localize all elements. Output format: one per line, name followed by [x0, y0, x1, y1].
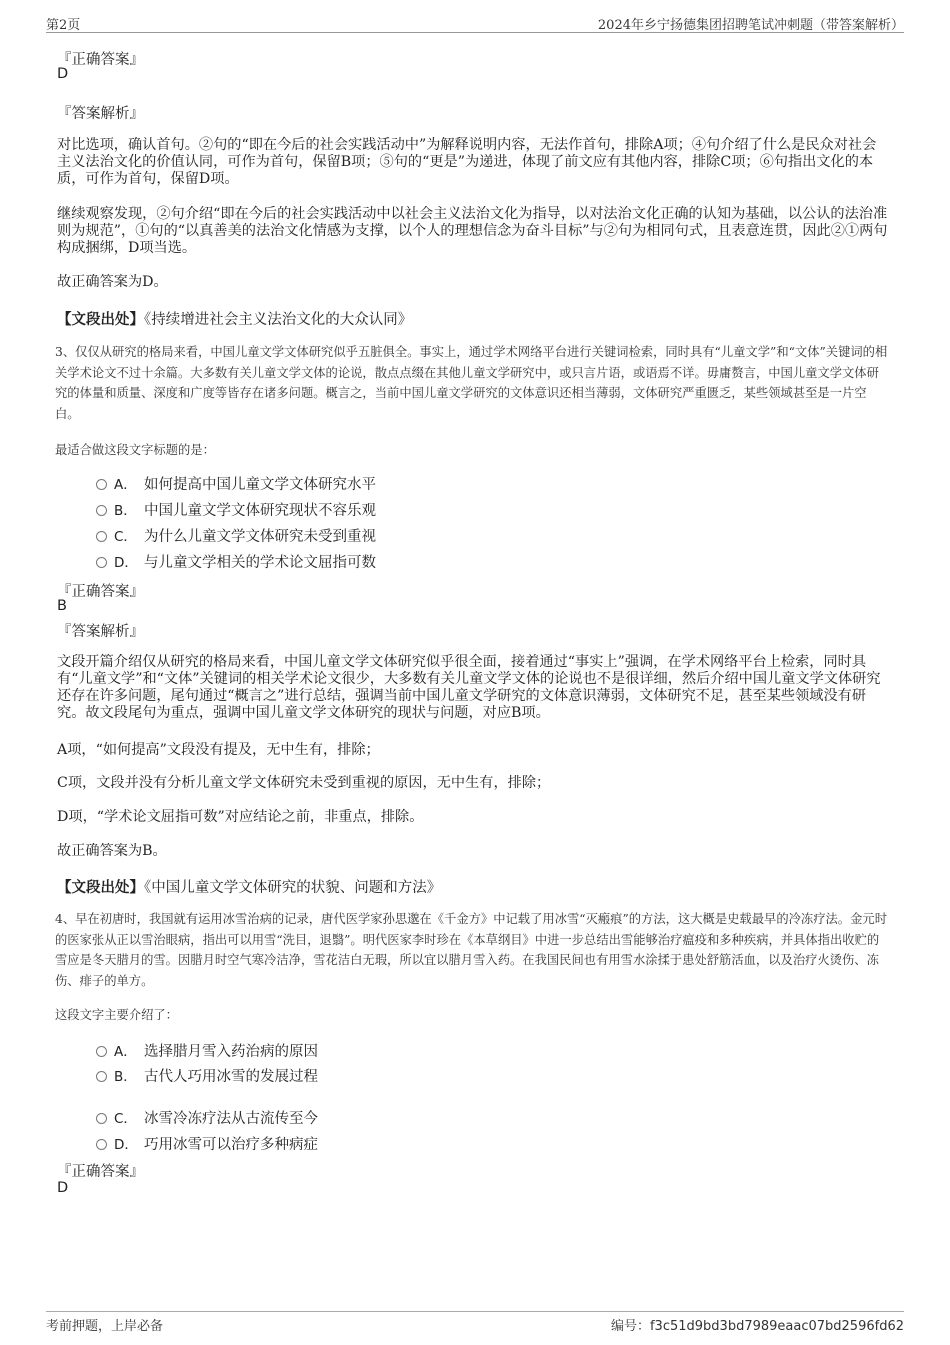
analysis-tag: 『答案解析』 [57, 624, 144, 640]
question-prompt: 这段文字主要介绍了： [55, 1008, 178, 1022]
source-label: 【文段出处】 [57, 879, 144, 896]
radio-button[interactable] [96, 1139, 107, 1150]
option-c[interactable]: C． 为什么儿童文学文体研究未受到重视 [96, 525, 376, 545]
correct-answer: D [57, 66, 69, 82]
analysis-option-d: D项，“学术论文屈指可数”对应结论之前，非重点，排除。 [57, 809, 424, 825]
option-b[interactable]: B． 古代人巧用冰雪的发展过程 [96, 1065, 318, 1085]
radio-button[interactable] [96, 1113, 107, 1124]
source-label: 【文段出处】 [57, 311, 144, 328]
source-title: 《中国儿童文学文体研究的状貌、问题和方法》 [144, 880, 442, 896]
answer-tag: 『正确答案』 [57, 52, 144, 68]
correct-answer: D [57, 1180, 69, 1196]
source-line [57, 308, 412, 329]
document-code: 编号：f3c51d9bd3bd7989eaac07bd2596fd62 [610, 1319, 904, 1334]
option-a[interactable]: A． 如何提高中国儿童文学文体研究水平 [96, 473, 376, 493]
radio-button[interactable] [96, 557, 107, 568]
radio-button[interactable] [96, 1071, 107, 1082]
radio-button[interactable] [96, 1046, 107, 1057]
radio-button[interactable] [96, 531, 107, 542]
page-header [46, 14, 904, 33]
analysis-paragraph: 继续观察发现，②句介绍“即在今后的社会实践活动中以社会主义法治文化为指导，以对法治文化正确的认知为基础，以公认的法治准则为规范”，①句的“以真善美的法治文化情感为支撑，以个人的理想信念为奋斗目标”与②句为相同句式，且表意连贯，因此②①两句构成捆绑，D项当选。 [57, 206, 888, 256]
analysis-tag: 『答案解析』 [57, 106, 144, 122]
option-b[interactable]: B． 中国儿童文学文体研究现状不容乐观 [96, 499, 376, 519]
conclusion: 故正确答案为B。 [57, 843, 167, 859]
answer-tag: 『正确答案』 [57, 1164, 144, 1180]
page-number: 第2页 [46, 18, 81, 33]
question-text: 4、早在初唐时，我国就有运用冰雪治病的记录，唐代医学家孙思邈在《千金方》中记载了用冰雪“灭瘢痕”的方法，这大概是史载最早的冷冻疗法。金元时的医家张从正以雪治眼病，指出可以用雪“洗目，退翳”。明代医家李时珍在《本草纲目》中进一步总结出雪能够治疗瘟疫和多种疾病，并具体指出收贮的雪应是冬天腊月的雪。因腊月时空气寒冷洁净，雪花洁白无瑕，所以宜以腊月雪入药。在我国民间也有用雪水涂揉于患处舒筋活血，以及治疗火烫伤、冻伤、痱子的单方。 [55, 912, 887, 988]
source-line [57, 876, 441, 897]
question-text: 3、仅仅从研究的格局来看，中国儿童文学文体研究似乎五脏俱全。事实上，通过学术网络平台进行关键词检索，同时具有“儿童文学”和“文体”关键词的相关学术论文不过十余篇。大多数有关儿童文学文体的论说，散点点缀在其他儿童文学研究中，或只言片语，或语焉不详。毋庸赘言，中国儿童文学文体研究的体量和质量、深度和广度等皆存在诸多问题。概言之，当前中国儿童文学研究的文体意识还相当薄弱，文体研究严重匮乏，某些领域甚至是一片空白。 [55, 345, 888, 421]
option-d[interactable]: D． 巧用冰雪可以治疗多种病症 [96, 1133, 318, 1153]
analysis-option-c: C项，文段并没有分析儿童文学文体研究未受到重视的原因，无中生有，排除； [57, 775, 551, 791]
analysis-paragraph: 文段开篇介绍仅从研究的格局来看，中国儿童文学文体研究似乎很全面，接着通过“事实上”强调，在学术网络平台上检索，同时具有“儿童文学”和“文体”关键词的相关学术论文很少，大多数有关儿童文学文体的论说也不是很详细，然后介绍中国儿童文学文体研究还存在许多问题，尾句通过“概言之”进行总结，强调当前中国儿童文学研究的文体意识薄弱，文体研究不足，甚至某些领域没有研究。故文段尾句为重点，强调中国儿童文学文体研究的现状与问题，对应B项。 [57, 654, 881, 721]
analysis-option-a: A项，“如何提高”文段没有提及，无中生有，排除； [57, 742, 380, 758]
answer-tag: 『正确答案』 [57, 584, 144, 600]
question-prompt: 最适合做这段文字标题的是： [55, 443, 215, 457]
option-d[interactable]: D． 与儿童文学相关的学术论文屈指可数 [96, 551, 376, 571]
option-a[interactable]: A． 选择腊月雪入药治病的原因 [96, 1040, 318, 1060]
analysis-paragraph: 对比选项，确认首句。②句的“即在今后的社会实践活动中”为解释说明内容，无法作首句，排除A项；④句介绍了什么是民众对社会主义法治文化的价值认同，可作为首句，保留B项；⑤句的“更是”为递进，体现了前文应有其他内容，排除C项；⑥句指出文化的本质，可作为首句，保留D项。 [57, 137, 877, 187]
radio-button[interactable] [96, 479, 107, 490]
option-c[interactable]: C． 冰雪冷冻疗法从古流传至今 [96, 1107, 318, 1127]
radio-button[interactable] [96, 505, 107, 516]
page-footer [46, 1311, 904, 1333]
conclusion: 故正确答案为D。 [57, 274, 168, 290]
source-title: 《持续增进社会主义法治文化的大众认同》 [144, 312, 413, 328]
correct-answer: B [57, 598, 67, 614]
footer-slogan: 考前押题，上岸必备 [46, 1319, 164, 1334]
document-title: 2024年乡宁扬德集团招聘笔试冲刺题（带答案解析） [597, 18, 904, 33]
